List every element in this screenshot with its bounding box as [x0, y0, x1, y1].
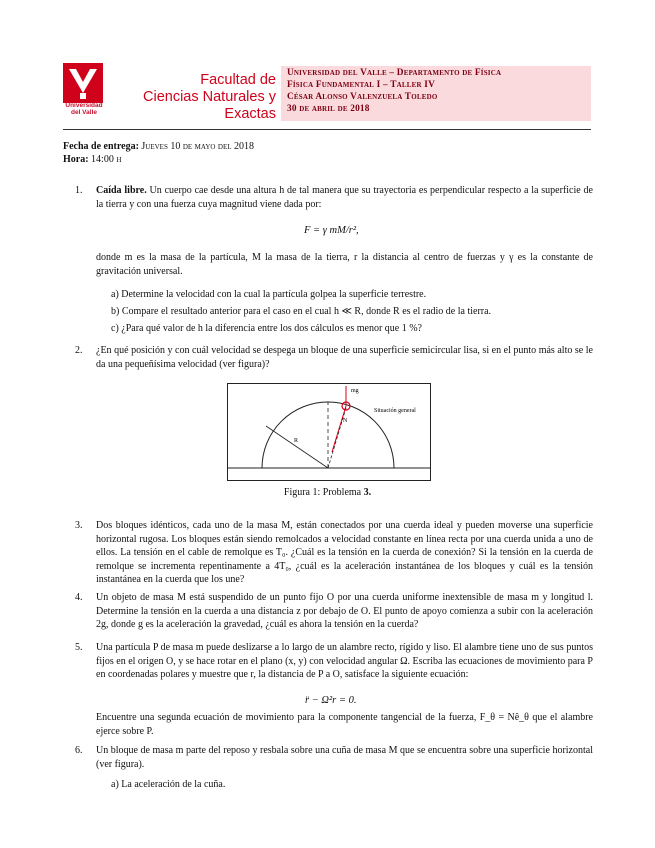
- problem-number: 6.: [75, 745, 83, 756]
- header-date: 30 de abril de 2018: [287, 104, 370, 114]
- due-label: Fecha de entrega:: [63, 141, 139, 152]
- problem-number: 3.: [75, 520, 83, 531]
- logo-caption: Universidad del Valle: [65, 102, 103, 116]
- faculty-line-2: Ciencias Naturales y Exactas: [143, 89, 276, 122]
- radius-line: [266, 426, 328, 468]
- problem-text: Encuentre una segunda ecuación de movimiento para la componente tangencial de la fuerza, F_θ = Nê_θ que el alambre ejerce sobre P.: [96, 712, 593, 737]
- problem-5: [75, 641, 593, 682]
- due-value: Jueves 10 de mayo del 2018: [141, 141, 255, 152]
- time-label: Hora:: [63, 154, 89, 165]
- problem-text: Un cuerpo cae desde una altura h de tal manera que su trayectoria es perpendicular respecto a la superficie de la tierra y con una fuerza cuya magnitud viene dada por:: [96, 185, 593, 210]
- figure-semicircle: [227, 383, 431, 481]
- due-time: [63, 153, 121, 167]
- problem-number: 5.: [75, 642, 83, 653]
- header-author: César Alonso Valenzuela Toledo: [287, 92, 438, 102]
- header-course: Física Fundamental I – Taller IV: [287, 80, 436, 90]
- equation-force: F = γ mM/r²,: [304, 225, 359, 236]
- problem-number: 2.: [75, 345, 83, 356]
- header-band: [281, 66, 591, 121]
- problem-text: donde m es la masa de la partícula, M la masa de la tierra, r la distancia al centro de fuerzas y γ es la constante de gravitación universal.: [96, 252, 593, 277]
- problem-number: 4.: [75, 592, 83, 603]
- problem-1-after: [75, 251, 593, 278]
- problem-4: [75, 591, 593, 632]
- time-value: 14:00 h: [91, 154, 122, 165]
- due-date: [63, 140, 254, 154]
- problem-number: 1.: [75, 185, 83, 196]
- subitem-a: a) Determine la velocidad con la cual la partícula golpea la superficie terrestre.: [111, 289, 427, 300]
- problem-text: Un bloque de masa m parte del reposo y resbala sobre una cuña de masa M que se encuentra sobre una superficie horizontal (ver figura).: [96, 745, 593, 770]
- problem-5-after: [75, 711, 593, 738]
- normal-vector: [332, 406, 346, 452]
- problem-title: Caída libre.: [96, 185, 147, 196]
- subitem-c: c) ¿Para qué valor de h la diferencia entre los dos cálculos es menor que 1 %?: [111, 323, 422, 334]
- problem-3: [75, 519, 593, 587]
- caption-ref: 3.: [363, 487, 372, 498]
- problem-text: Una partícula P de masa m puede deslizarse a lo largo de un alambre recto, rígido y liso. El alambre tiene uno de sus puntos fijos en el origen O, y se hace rotar en el plano (x, y) con velocidad angular Ω. Escriba las ecuaciones de movimiento para P en coordenadas polares y muestre que r, la distancia de P a O, satisface la siguiente ecuación:: [96, 642, 593, 680]
- label-mg: mg: [351, 388, 359, 394]
- header-divider: [63, 129, 591, 130]
- caption-prefix: Figura 1: Problema: [283, 487, 364, 498]
- faculty-name: [108, 72, 276, 123]
- equation-radial: r̈ − Ω²r = 0.: [305, 695, 357, 706]
- problem-text: ¿En qué posición y con cuál velocidad se despega un bloque de una superficie semicircular lisa, si en el punto más alto se le da una pequeñísima velocidad (ver figura)?: [96, 345, 593, 370]
- header-university: Universidad del Valle – Departamento de Física: [287, 68, 502, 78]
- figure-caption: [0, 487, 655, 498]
- problem-2: [75, 344, 593, 371]
- problem-text: Un objeto de masa M está suspendido de un punto fijo O por una cuerda uniforme inextensible de masa m y longitud l. Determine la tensión en la cuerda a una distancia z por debajo de O. El punto de apoyo comienza a subir con la aceleración 2g, donde g es la aceleración la gravedad, ¿cuál es ahora la tensión en la cuerda?: [96, 592, 593, 630]
- problem-6: [75, 744, 593, 771]
- label-r: R: [294, 438, 299, 444]
- label-n: N: [343, 418, 348, 424]
- problem-text: Dos bloques idénticos, cada uno de la masa M, están conectados por una cuerda ideal y pueden moverse una superficie horizontal rugosa. Los bloques están siendo remolcados a velocidad constante en línea recta por una cuerda unida a uno de ellos. La tensión en el cable de remolque es T₀. ¿Cuál es la tensión en la cuerda de conexión? Si la tensión en la cuerda de remolque se incrementa repentinamente a 4T₀, ¿cuál es la aceleración instantánea de los bloques y cuál es la tensión instantánea en la cuerda que los une?: [96, 520, 593, 585]
- faculty-line-1: Facultad de: [200, 72, 276, 88]
- subitem-a: a) La aceleración de la cuña.: [111, 779, 226, 790]
- position-line: [328, 408, 346, 468]
- label-situation: Situación general: [374, 408, 416, 414]
- problem-1: [75, 184, 593, 211]
- subitem-b: b) Compare el resultado anterior para el caso en el cual h ≪ R, donde R es el radio de la tierra.: [111, 306, 492, 317]
